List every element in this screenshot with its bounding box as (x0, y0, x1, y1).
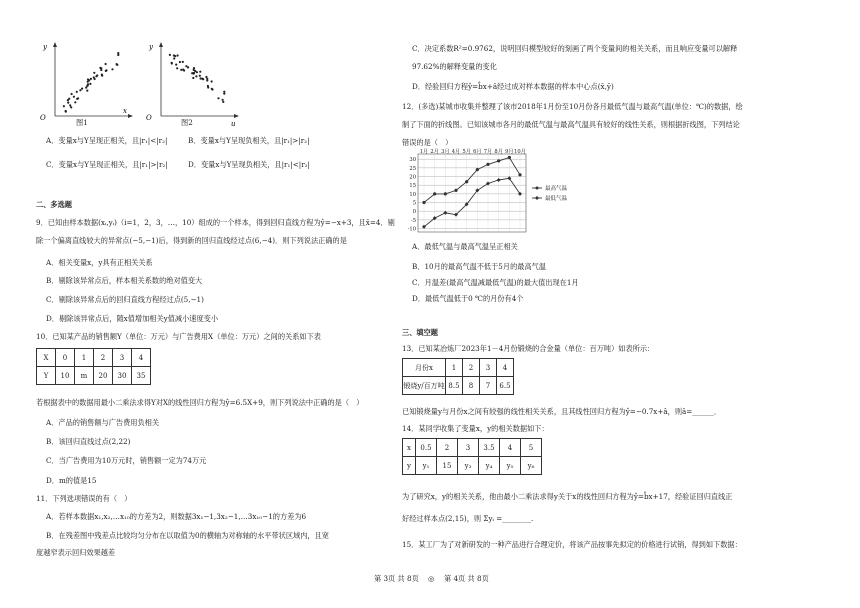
q15-text-line1: 15．某工厂为了对新研发的一种产品进行合理定价，将该产品按事先拟定的价格进行试销，得到如下数据： (402, 540, 742, 549)
scatter-point (176, 67, 178, 69)
scatter-point (206, 79, 208, 81)
table-cell: 4 (132, 349, 151, 367)
q14-text-line3: 好经过样本点(2,15)，则 Σyᵢ =________. (402, 514, 534, 523)
section-heading-multi-choice: 二、多选题 (36, 200, 72, 209)
footer-center-mark: ◎ (428, 574, 435, 583)
q12-option-d: D．最低气温低于0 ℃的月份有4个 (412, 294, 524, 303)
table-cell: 1 (446, 359, 463, 377)
scatter-point (173, 57, 175, 59)
scatter-point (67, 102, 69, 104)
q11-text-line1: 11．下列选项错误的有（ ） (36, 494, 132, 503)
q8-option-d: D．变量x与Y呈现负相关，且|r₁|<|r₂| (188, 160, 310, 169)
scatter-point (192, 77, 194, 79)
y-tick-label: 10 (409, 191, 416, 198)
table-cell: y₃ (458, 457, 479, 475)
scatter-point (63, 105, 65, 107)
scatter-point (222, 99, 224, 101)
table-row (403, 377, 514, 395)
table-cell: 2 (94, 349, 113, 367)
scatter-point (182, 69, 184, 71)
table-row (403, 439, 542, 457)
scatter-point (117, 52, 119, 54)
q11-option-c-line1: C．决定系数R²=0.9762，说明回归模型较好的刻画了两个变量间的相关关系，而且响应变量可以解释 (412, 44, 738, 53)
x-tick-label: 1月 (419, 149, 429, 155)
right-page-column (402, 0, 772, 608)
table-cell: 6.5 (497, 377, 514, 395)
section-heading-fill-in: 三、填空题 (402, 328, 438, 337)
q11-option-c-line2: 97.62%的解释变量的变化 (412, 62, 497, 71)
series-1-point (465, 180, 468, 183)
table-cell: m (75, 367, 94, 385)
table-cell: y₄ (479, 457, 500, 475)
q13-text-line2: 已知锻烧量y与月份x之间有较强的线性相关关系，且其线性回归方程为ŷ=−0.7x+â，则â=______． (402, 407, 722, 416)
q8-option-a: A．变量x与Y呈现正相关，且|r₁|<|r₂| (46, 136, 168, 145)
scatter-point (171, 62, 173, 64)
series-line-1 (424, 158, 520, 203)
scatter-point (93, 72, 95, 74)
y-tick-label: 15 (409, 183, 416, 190)
q12-option-a: A．最低气温与最高气温呈正相关 (412, 242, 518, 251)
q11-option-b-line1: B．在残差图中残差点比较均匀分布在以取值为0的横轴为对称轴的水平带状区域内，且宽 (46, 531, 329, 540)
q10-data-table (36, 348, 151, 385)
x-tick-label: 3月 (441, 149, 450, 155)
table-cell: 0.5 (416, 439, 437, 457)
table-cell: 月份x (403, 359, 446, 377)
scatter-point (175, 64, 177, 66)
scatter-point (117, 54, 119, 56)
fig2-origin-label: O (146, 114, 152, 122)
y-tick-label: -5 (410, 217, 416, 224)
x-tick-label: 5月 (462, 149, 471, 155)
q12-option-c: C．月温差(最高气温减最低气温)的最大值出现在1月 (412, 278, 579, 287)
scatter-point (199, 71, 201, 73)
scatter-point (76, 91, 78, 93)
scatter-point (116, 63, 118, 65)
table-cell: X (37, 349, 56, 367)
scatter-point (200, 77, 202, 79)
table-cell: 7 (480, 377, 497, 395)
q9-option-c: C．剔除该异常点后的回归直线方程经过点(5,−1) (46, 295, 204, 304)
scatter-point (73, 96, 75, 98)
q9-text-line1: 9．已知由样本数据(xᵢ,yᵢ)（i=1，2，3，…，10）组成的一个样本，得到回归直线方程为ŷ=−x+3，且x̄=4．剔 (36, 218, 395, 227)
scatter-point (223, 93, 225, 95)
q12-text-line3: 错误的是（ ） (402, 138, 453, 147)
scatter-point (89, 83, 91, 85)
q11-option-a: A．若样本数据x₁,x₂,…x₁₀的方差为2，则数据3x₁−1,3x₂−1,…3x₁₀−1的方差为6 (46, 512, 307, 521)
fig2-caption: 图2 (181, 118, 193, 127)
q14-data-table (402, 438, 542, 475)
scatter-point (193, 67, 195, 69)
series-1-point (433, 192, 436, 195)
table-cell: 3 (458, 439, 479, 457)
scatter-point (65, 111, 67, 113)
q9-text-line2: 除一个偏离直线较大的异常点(−5,−1)后，得到新的回归直线经过点(6,−4)．则下列说法正确的是 (36, 236, 347, 245)
q10-option-d: D．m的值是15 (46, 476, 97, 485)
table-cell: 20 (94, 367, 113, 385)
q11-option-d: D．经验回归方程ŷ=b̂x+â经过成对样本数据的样本中心点(x̄,ȳ) (412, 82, 614, 91)
table-cell: 8.5 (446, 377, 463, 395)
footer-page-left: 第 3页 共 8页 (374, 574, 419, 583)
scatter-point (199, 75, 201, 77)
table-cell: x (403, 439, 416, 457)
scatter-point (74, 101, 76, 103)
q14-text-line2: 为了研究x，y的相关关系，他由最小二乘法求得y关于x的线性回归方程为ŷ=b̂x+17，经验证回归直线正 (402, 492, 733, 501)
table-cell: y (403, 457, 416, 475)
left-page-column (36, 0, 418, 608)
legend-label: 最高气温 (545, 186, 568, 192)
y-tick-label: 30 (409, 157, 416, 164)
table-row (37, 367, 151, 385)
q9-option-d: D．剔除该异常点后，随x值增加相关y值减小速度变小 (46, 314, 219, 323)
scatter-point (87, 78, 89, 80)
x-tick-label: 2月 (430, 149, 439, 155)
table-cell: 锻烧y/百万吨 (403, 377, 446, 395)
table-cell: 5 (521, 439, 542, 457)
table-cell: 4 (500, 439, 521, 457)
table-cell: 4 (497, 359, 514, 377)
scatter-point (177, 54, 179, 56)
scatter-point (185, 65, 187, 67)
table-cell: 35 (132, 367, 151, 385)
table-cell: 30 (113, 367, 132, 385)
series-2-point (443, 211, 447, 215)
scatter-point (86, 90, 88, 92)
table-cell: Y (37, 367, 56, 385)
q10-option-a: A．产品的销售额与广告费用负相关 (46, 418, 160, 427)
scatter-point (69, 104, 71, 106)
y-tick-label: 20 (409, 174, 416, 181)
table-row (403, 457, 542, 475)
q10-text-line2: 若根据表中的数据用最小二乘法求得Y对X的线性回归方程为ŷ=6.5X+9，则下列说法中正确的是（ ） (36, 398, 364, 407)
scatter-point (180, 69, 182, 71)
table-cell: 2 (437, 439, 458, 457)
table-row (37, 349, 151, 367)
q12-option-b: B．10月的最高气温不低于5月的最高气温 (412, 262, 547, 271)
fig1-x-label: x (123, 107, 127, 115)
q12-text-line2: 制了下面的折线图。已知该城市各月的最低气温与最高气温具有较好的线性关系，则根据折线图，下列结论 (402, 120, 740, 129)
table-cell: y₁ (416, 457, 437, 475)
scatter-point (193, 72, 195, 74)
temperature-line-chart (402, 146, 612, 236)
scatter-point (101, 75, 103, 77)
table-cell: 3 (480, 359, 497, 377)
scatter-point (169, 54, 171, 56)
scatter-point (207, 86, 209, 88)
scatter-point (195, 75, 197, 77)
scatter-point (76, 98, 78, 100)
scatter-point (211, 88, 213, 90)
q12-text-line1: 12．(多选)某城市收集并整理了该市2018年1月份至10月份各月最低气温与最高气温(单位：℃)的数据，绘 (402, 102, 743, 111)
scatter-point (182, 61, 184, 63)
q10-option-b: B．该回归直线过点(2,22) (46, 437, 131, 446)
q8-option-b: B．变量x与Y呈现负相关，且|r₁|>|r₂| (188, 136, 310, 145)
y-tick-label: 5 (412, 200, 416, 207)
fig1-points (63, 52, 120, 113)
scatter-point (211, 80, 213, 82)
series-1-point (508, 156, 511, 159)
scatter-figure-1 (40, 40, 141, 122)
fig1-origin-label: O (40, 114, 46, 122)
series-1-point (444, 192, 447, 195)
q11-option-b-line2: 度越窄表示回归效果越差 (36, 548, 116, 557)
table-row (403, 359, 514, 377)
scatter-point (111, 68, 113, 70)
q13-data-table (402, 358, 514, 395)
footer-page-right: 第 4页 共 8页 (444, 574, 489, 583)
table-cell: 3.5 (479, 439, 500, 457)
table-cell: y₅ (500, 457, 521, 475)
series-1-point (518, 173, 521, 176)
scatter-point (202, 78, 204, 80)
q13-text-line1: 13．已知某冶炼厂2023年1－4月份锻烧的合金量（单位：百万吨）如表所示： (402, 344, 655, 353)
q14-text-line1: 14．某同学收集了变量x，y的相关数据如下： (402, 424, 549, 433)
series-1-point (497, 159, 500, 162)
table-cell: 1 (75, 349, 94, 367)
x-tick-label: 10月 (514, 149, 526, 155)
y-tick-label: 0 (412, 209, 416, 216)
y-tick-label: -10 (407, 226, 416, 233)
x-tick-label: 4月 (451, 149, 461, 155)
scatter-point (70, 106, 72, 108)
table-cell: 3 (113, 349, 132, 367)
scatter-point (217, 97, 219, 99)
scatter-point (105, 70, 107, 72)
scatter-point (179, 61, 181, 63)
scatter-point (223, 91, 225, 93)
series-1-point (486, 163, 489, 166)
x-tick-label: 8月 (494, 149, 503, 155)
fig2-x-label: u (231, 120, 236, 128)
scatter-point (105, 63, 107, 65)
y-tick-label: 25 (409, 165, 416, 172)
series-2-point (497, 178, 501, 182)
q9-option-a: A．相关变量x，y具有正相关关系 (46, 258, 153, 267)
table-cell: 2 (463, 359, 480, 377)
fig2-y-label: y (149, 43, 153, 51)
scatter-point (68, 98, 70, 100)
table-cell: 10 (56, 367, 75, 385)
scatter-point (90, 78, 92, 80)
scatter-point (87, 83, 89, 85)
scatter-point (194, 70, 196, 72)
fig1-caption: 图1 (76, 118, 88, 127)
table-cell: y₆ (521, 457, 542, 475)
legend-marker (535, 196, 539, 200)
series-1-point (422, 201, 425, 204)
x-tick-label: 7月 (483, 149, 493, 155)
q10-option-c: C．当广告费用为10万元时，销售额一定为74万元 (46, 456, 207, 465)
scatter-point (93, 76, 95, 78)
scatter-point (174, 55, 176, 57)
scatter-point (100, 69, 102, 71)
scatter-point (79, 89, 81, 91)
series-1-point (476, 168, 479, 171)
q9-option-b: B．剔除该异常点后，样本相关系数的绝对值变大 (46, 276, 203, 285)
scatter-point (96, 74, 98, 76)
legend-marker (536, 187, 539, 190)
series-1-point (454, 189, 457, 192)
scatter-point (81, 88, 83, 90)
scatter-point (222, 101, 224, 103)
scatter-point (71, 93, 73, 95)
table-cell: 8 (463, 377, 480, 395)
fig1-y-label: y (43, 43, 47, 51)
table-cell: 15 (437, 457, 458, 475)
x-tick-label: 9月 (505, 149, 514, 155)
legend-label: 最低气温 (545, 196, 568, 202)
q10-text-line1: 10．已知某产品的销售额Y（单位：万元）与广告费用X（单位：万元）之间的关系如下表 (36, 332, 321, 341)
table-cell: 0 (56, 349, 75, 367)
q8-option-c: C．变量x与Y呈现正相关，且|r₁|>|r₂| (46, 160, 168, 169)
fig2-points (169, 54, 226, 103)
x-tick-label: 6月 (473, 149, 482, 155)
